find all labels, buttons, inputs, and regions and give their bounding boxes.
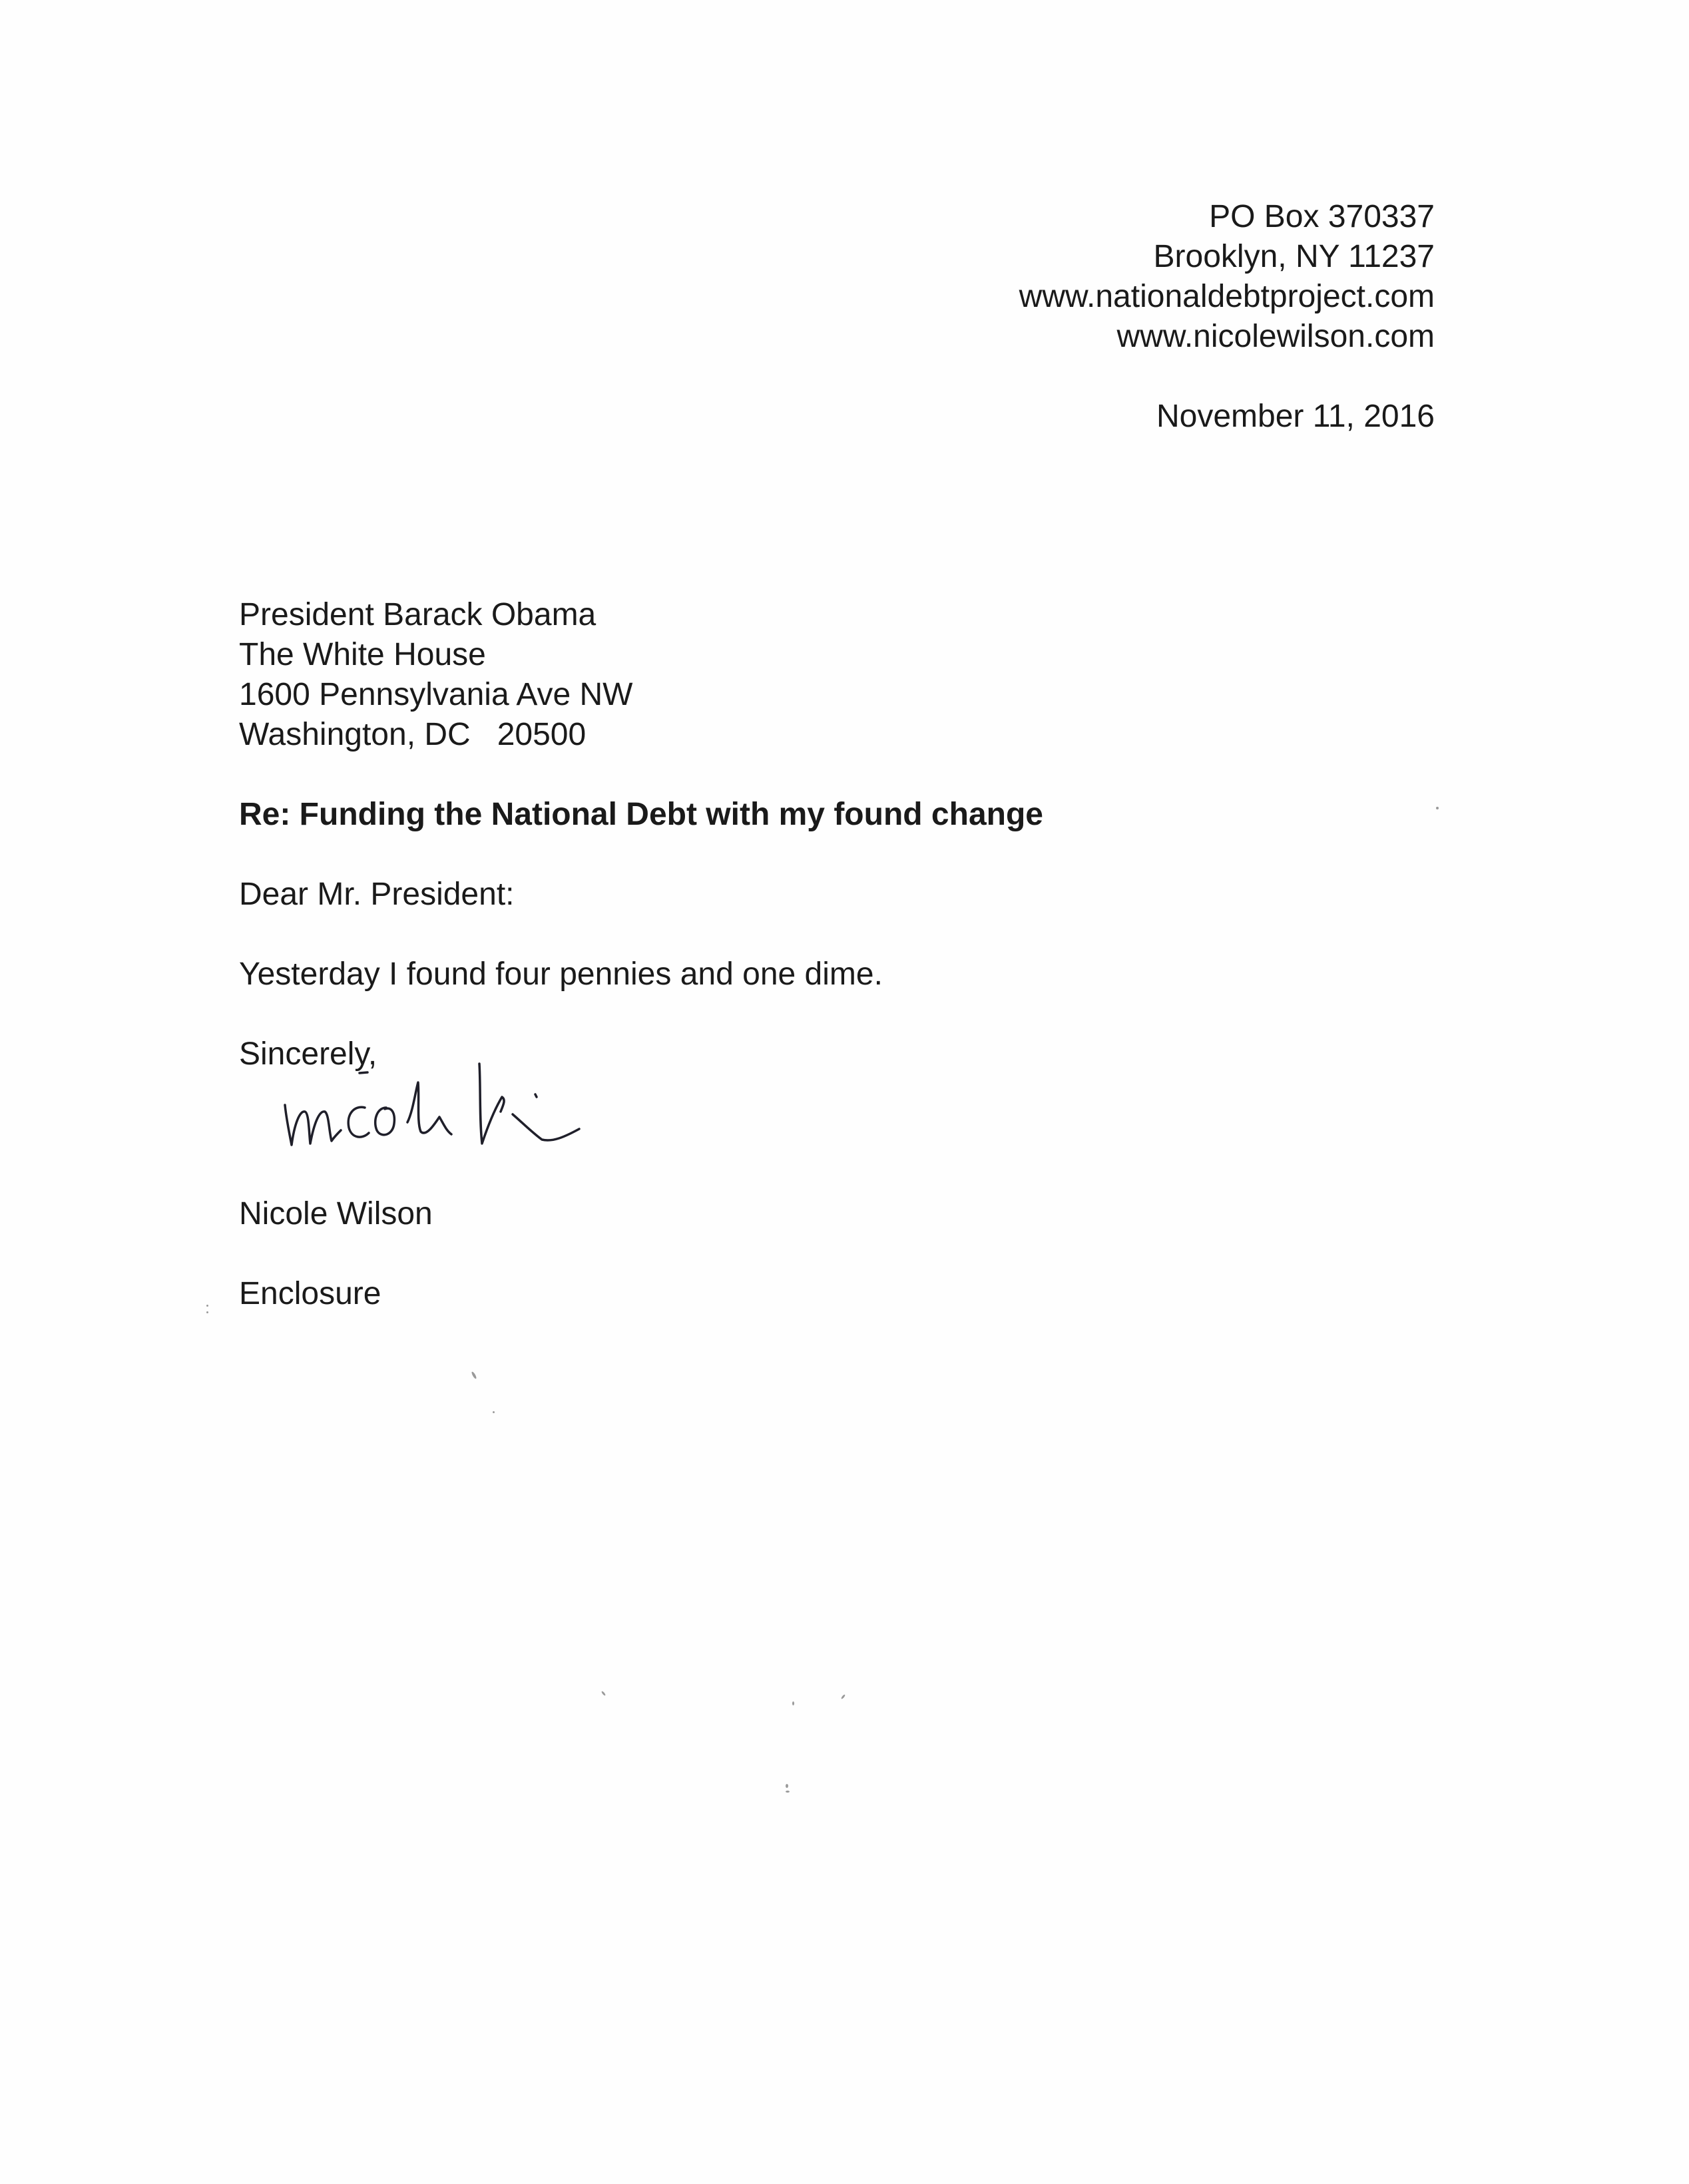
recipient-line: President Barack Obama <box>239 597 597 632</box>
handwritten-signature <box>280 1058 626 1172</box>
return-address-line: PO Box 370337 <box>1209 199 1435 234</box>
return-address-line: www.nicolewilson.com <box>1116 319 1435 354</box>
scan-speck <box>1436 807 1439 809</box>
scan-speck <box>493 1411 495 1413</box>
subject-line: Re: Funding the National Debt with my found change <box>239 797 1043 832</box>
letter-date: November 11, 2016 <box>1156 399 1435 434</box>
recipient-address <box>239 595 632 755</box>
closing: Sincerely, <box>239 1036 377 1072</box>
return-address <box>1019 197 1435 357</box>
letter-body: Yesterday I found four pennies and one dime. <box>239 957 883 992</box>
recipient-line: Washington, DC 20500 <box>239 717 587 752</box>
scan-speck <box>786 1784 788 1788</box>
scan-speck <box>206 1305 208 1307</box>
scan-speck <box>786 1791 790 1793</box>
enclosure-note: Enclosure <box>239 1276 381 1311</box>
signer-name: Nicole Wilson <box>239 1196 433 1231</box>
scan-speck <box>792 1701 794 1705</box>
scan-speck <box>471 1371 477 1379</box>
recipient-line: 1600 Pennsylvania Ave NW <box>239 677 633 712</box>
scan-speck <box>841 1694 845 1699</box>
return-address-line: www.nationaldebtproject.com <box>1019 279 1435 314</box>
scan-speck <box>206 1311 208 1313</box>
scan-speck <box>601 1691 606 1696</box>
return-address-line: Brooklyn, NY 11237 <box>1153 239 1435 274</box>
salutation: Dear Mr. President: <box>239 877 515 912</box>
recipient-line: The White House <box>239 637 486 672</box>
